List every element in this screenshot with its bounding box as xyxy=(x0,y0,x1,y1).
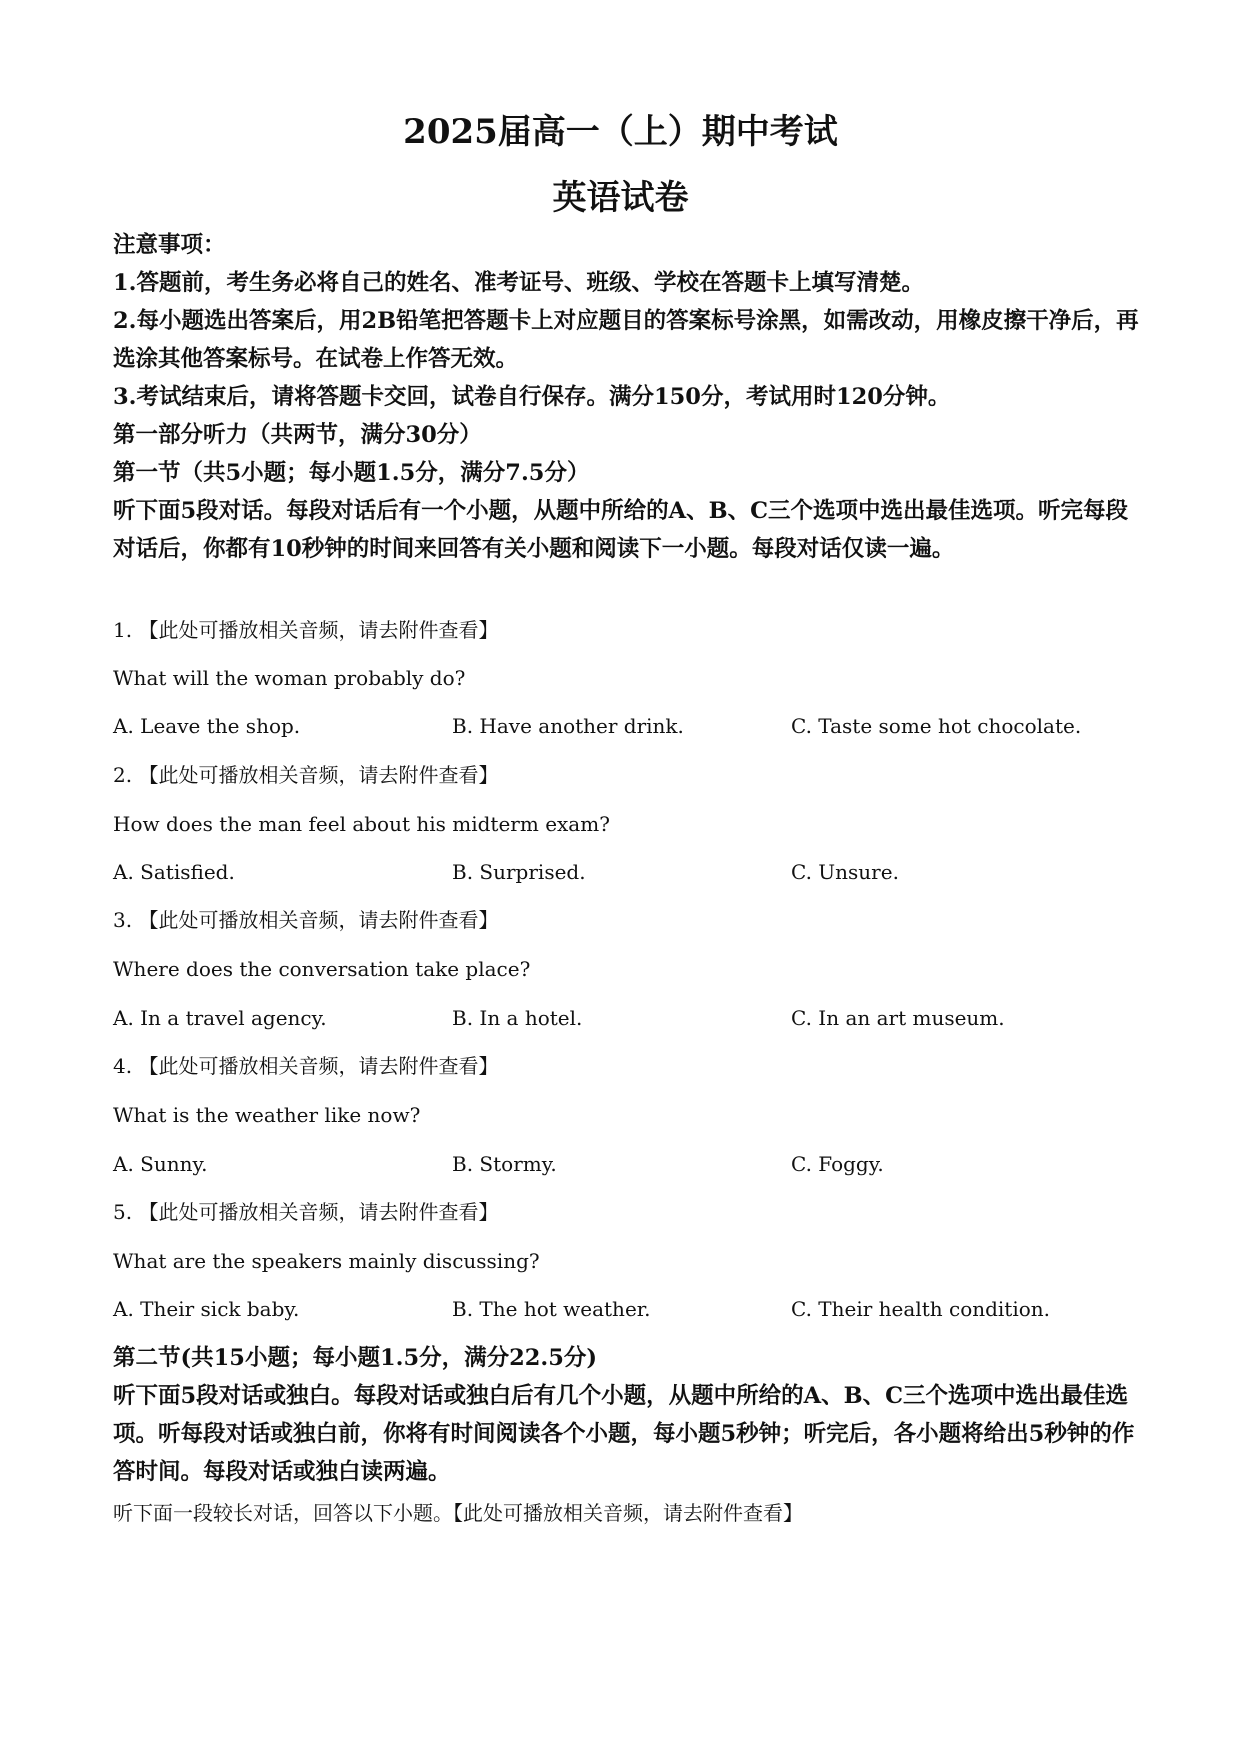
audio-link-q1[interactable]: 1. 【此处可播放相关音频，请去附件查看】 xyxy=(113,618,499,642)
option-b-q3: B. In a hotel. xyxy=(452,1006,583,1030)
options-q4 xyxy=(113,1150,1143,1178)
exam-subtitle: 英语试卷 xyxy=(552,178,689,218)
section1-instructions: 听下面5段对话。每段对话后有一个小题，从题中所给的A、B、C三个选项中选出最佳选项。听完每段对话后，你都有10秒钟的时间来回答有关小题和阅读下一小题。每段对话仅读一遍。 xyxy=(113,498,1129,562)
audio-link-q4[interactable]: 4. 【此处可播放相关音频，请去附件查看】 xyxy=(113,1054,499,1078)
section1-heading: 第一节（共5小题；每小题1.5分，满分7.5分） xyxy=(113,460,590,486)
option-b-q1: B. Have another drink. xyxy=(452,714,684,738)
option-a-q2: A. Satisfied. xyxy=(113,860,235,884)
audio-link-q2[interactable]: 2. 【此处可播放相关音频，请去附件查看】 xyxy=(113,763,499,787)
audio-link-q3[interactable]: 3. 【此处可播放相关音频，请去附件查看】 xyxy=(113,908,499,932)
section2-instructions: 听下面5段对话或独白。每段对话或独白后有几个小题，从题中所给的A、B、C三个选项中选出最佳选项。听每段对话或独白前，你将有时间阅读各个小题，每小题5秒钟；听完后，各小题将给出5秒钟的作答时间。每段对话或独白读两遍。 xyxy=(113,1383,1135,1485)
option-c-q3: C. In an art museum. xyxy=(791,1006,1005,1030)
option-c-q1: C. Taste some hot chocolate. xyxy=(791,714,1082,738)
question-text-q4: What is the weather like now? xyxy=(113,1103,421,1127)
options-q2 xyxy=(113,858,1143,886)
part1-heading: 第一部分听力（共两节，满分30分） xyxy=(113,422,482,448)
options-q3 xyxy=(113,1004,1143,1032)
notice-item-2: 2.每小题选出答案后，用2B铅笔把答题卡上对应题目的答案标号涂黑，如需改动，用橡皮擦干净后，再选涂其他答案标号。在试卷上作答无效。 xyxy=(113,308,1139,372)
section2-heading: 第二节(共15小题；每小题1.5分，满分22.5分) xyxy=(113,1345,598,1371)
exam-title: 2025届高一（上）期中考试 xyxy=(403,112,838,152)
option-a-q1: A. Leave the shop. xyxy=(113,714,301,738)
options-q1 xyxy=(113,712,1143,740)
option-c-q2: C. Unsure. xyxy=(791,860,899,884)
options-q5 xyxy=(113,1295,1143,1323)
section2-audio-note[interactable]: 听下面一段较长对话，回答以下小题。【此处可播放相关音频，请去附件查看】 xyxy=(113,1501,803,1525)
option-a-q4: A. Sunny. xyxy=(113,1152,208,1176)
notice-item-1: 1.答题前，考生务必将自己的姓名、准考证号、班级、学校在答题卡上填写清楚。 xyxy=(113,270,924,296)
option-b-q2: B. Surprised. xyxy=(452,860,586,884)
notice-heading: 注意事项： xyxy=(113,232,226,258)
option-b-q5: B. The hot weather. xyxy=(452,1297,651,1321)
option-a-q5: A. Their sick baby. xyxy=(113,1297,300,1321)
question-text-q5: What are the speakers mainly discussing? xyxy=(113,1249,540,1273)
option-c-q5: C. Their health condition. xyxy=(791,1297,1051,1321)
question-text-q3: Where does the conversation take place? xyxy=(113,957,531,981)
question-text-q2: How does the man feel about his midterm exam? xyxy=(113,812,610,836)
question-text-q1: What will the woman probably do? xyxy=(113,666,466,690)
notice-item-3: 3.考试结束后，请将答题卡交回，试卷自行保存。满分150分，考试用时120分钟。 xyxy=(113,384,951,410)
option-c-q4: C. Foggy. xyxy=(791,1152,884,1176)
audio-link-q5[interactable]: 5. 【此处可播放相关音频，请去附件查看】 xyxy=(113,1200,499,1224)
option-a-q3: A. In a travel agency. xyxy=(113,1006,327,1030)
option-b-q4: B. Stormy. xyxy=(452,1152,557,1176)
